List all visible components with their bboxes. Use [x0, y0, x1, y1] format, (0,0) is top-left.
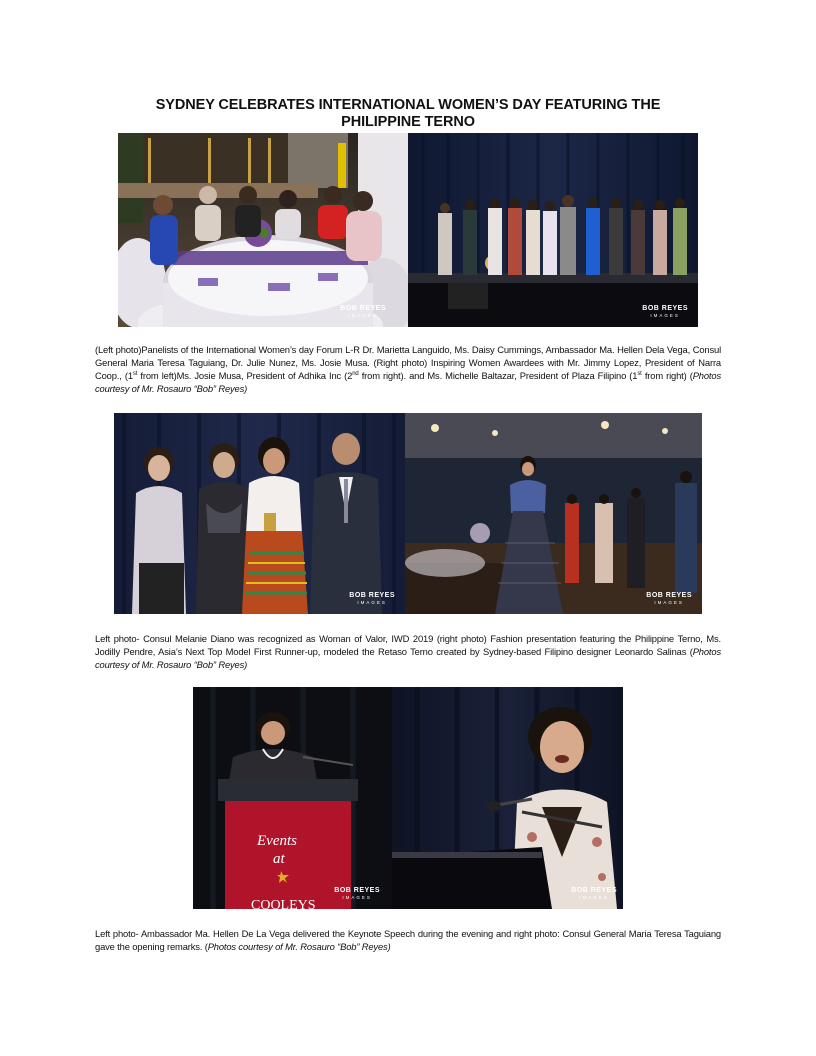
page-title-line-2: PHILIPPINE TERNO: [341, 114, 475, 130]
photo-watermark: [349, 592, 395, 606]
watermark-sub: IMAGES: [348, 313, 378, 318]
photo-awardees-stage: [408, 133, 698, 327]
photo-panelists-table: [118, 133, 408, 327]
watermark-name: BOB REYES: [334, 887, 380, 894]
caption-2: [95, 632, 721, 671]
caption-3-credit: Photos courtesy of Mr. Rosauro “Bob” Reyes): [207, 941, 391, 952]
watermark-name: BOB REYES: [571, 887, 617, 894]
watermark-name: BOB REYES: [340, 305, 386, 312]
photo-watermark: [334, 887, 380, 901]
page-title-line-1: SYDNEY CELEBRATES INTERNATIONAL WOMEN’S DAY FEATURING THE: [155, 97, 661, 113]
watermark-sub: IMAGES: [342, 895, 372, 900]
photo-ambassador-keynote: [193, 687, 392, 909]
watermark-sub: IMAGES: [650, 313, 680, 318]
photo-watermark: [571, 887, 617, 901]
photo-watermark: [646, 592, 692, 606]
caption-3-text: Left photo- Ambassador Ma. Hellen De La Vega delivered the Keynote Speech during the evening and right photo: Consul General Maria Teresa Taguiang gave the opening remarks. (: [95, 928, 721, 952]
caption-2-text: Left photo- Consul Melanie Diano was recognized as Woman of Valor, IWD 2019 (right photo) Fashion presentation featuring the Philippine Terno, Ms. Jodilly Pendre, Asia’s Next Top Model First Runner-up, modeled the Retaso Terno created by Sydney-based Filipino designer Leonardo Salinas (: [95, 633, 721, 657]
photo-consul-general-remarks-image: [392, 687, 623, 909]
watermark-name: BOB REYES: [349, 592, 395, 599]
caption-1-sup-b: nd: [352, 370, 359, 377]
photo-awardees-stage-image: [408, 133, 698, 327]
caption-1-sup-c: st: [637, 370, 642, 377]
photo-fashion-presentation-image: [405, 413, 702, 614]
photo-consul-general-remarks: [392, 687, 623, 909]
watermark-sub: IMAGES: [579, 895, 609, 900]
caption-2-credit: Photos courtesy of Mr. Rosauro “Bob” Reyes): [95, 646, 721, 670]
photo-watermark: [642, 305, 688, 319]
watermark-name: BOB REYES: [642, 305, 688, 312]
caption-3: [95, 927, 721, 953]
photo-ambassador-keynote-image: [193, 687, 392, 909]
podium-sign-line-1: Events: [257, 833, 297, 849]
caption-1-credit: Photos courtesy of Mr. Rosauro “Bob” Reyes): [95, 370, 721, 394]
watermark-sub: IMAGES: [654, 600, 684, 605]
photo-panelists-table-image: [118, 133, 408, 327]
watermark-sub: IMAGES: [357, 600, 387, 605]
photo-woman-of-valor-image: [114, 413, 405, 614]
watermark-name: BOB REYES: [646, 592, 692, 599]
page-title: [90, 97, 726, 131]
podium-sign-line-3: COOLEYS: [251, 898, 316, 909]
caption-1-text-d: from right) (: [641, 370, 693, 381]
caption-1-text-b: from left)Ms. Josie Musa, President of Adhika Inc (2: [137, 370, 353, 381]
caption-1-text-a: (Left photo)Panelists of the International Women’s day Forum L-R Dr. Marietta Languido, Ms. Daisy Cummings, Ambassador Ma. Hellen Dela Vega, Consul General Maria Teresa Taguiang, Dr. Julie Nunez, Ms. Josie Musa. (Right photo) Inspiring Women Awardees with Mr. Jimmy Lopez, President of Narra Coop., (1: [95, 344, 721, 381]
caption-1: [95, 343, 721, 395]
photo-woman-of-valor: [114, 413, 405, 614]
photo-fashion-presentation: [405, 413, 702, 614]
caption-1-sup-a: st: [132, 370, 138, 377]
photo-watermark: [340, 305, 386, 319]
caption-1-text-c: from right). and Ms. Michelle Baltazar, President of Plaza Filipino (1: [358, 370, 638, 381]
podium-sign-line-2: at: [273, 851, 285, 867]
